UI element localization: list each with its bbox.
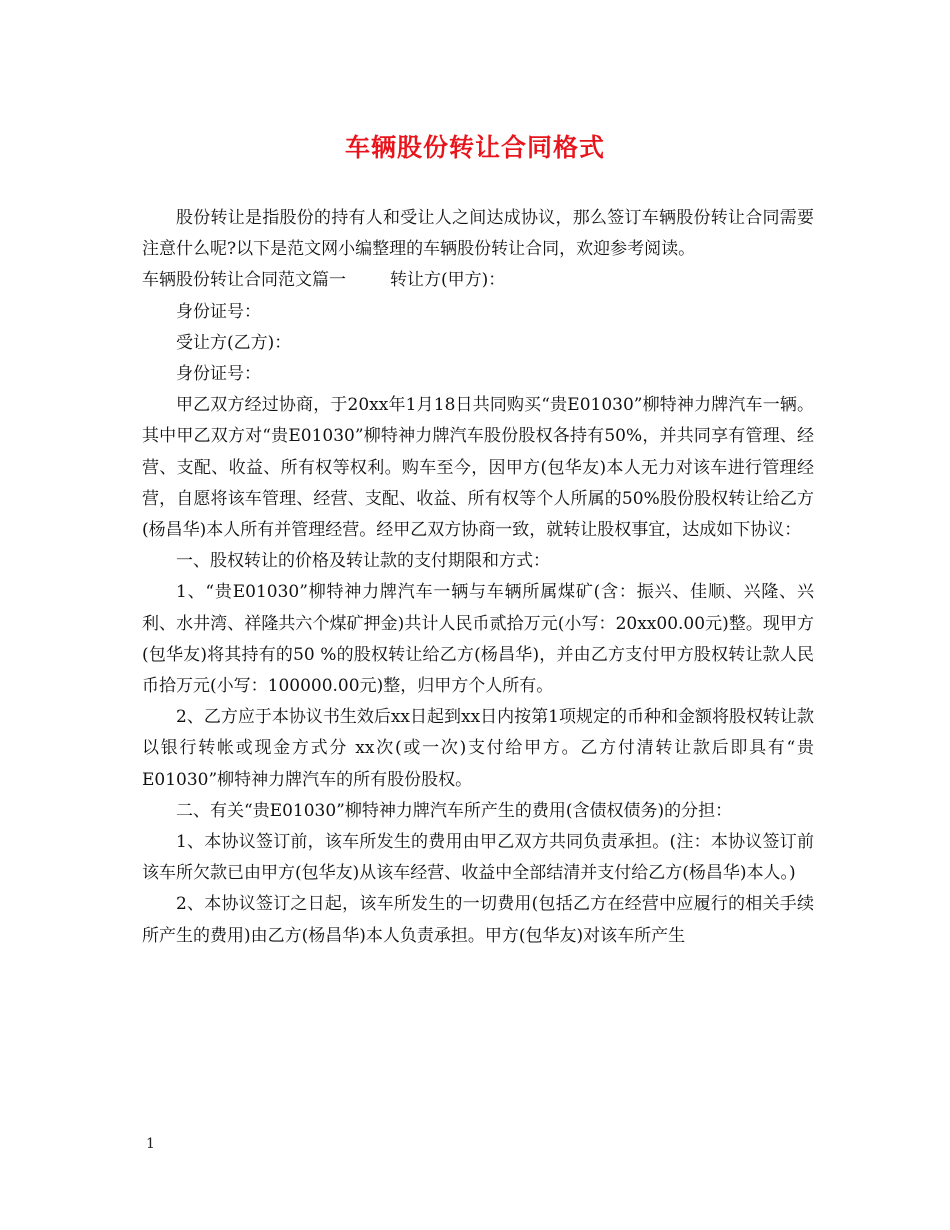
sample-heading: 车辆股份转让合同范文篇一 xyxy=(142,270,346,291)
section-1-heading: 一、股权转让的价格及转让款的支付期限和方式： xyxy=(176,551,550,572)
section-2-item-1: 1、本协议签订前，该车所发生的费用由甲乙双方共同负责承担。(注：本协议签订前该车所欠款已由甲方(包华友)从该车经营、收益中全部结清并支付给乙方(杨昌华)本人。) xyxy=(142,832,814,884)
section-2-item-2: 2、本协议签订之日起，该车所发生的一切费用(包括乙方在经营中应履行的相关手续所产生的费用)由乙方(杨昌华)本人负责承担。甲方(包华友)对该车所产生 xyxy=(142,894,814,946)
transferee-label: 受让方(乙方)： xyxy=(176,332,292,353)
page-number: 1 xyxy=(146,1136,155,1152)
document-title: 车辆股份转让合同格式 xyxy=(344,133,605,162)
intro-paragraph: 股份转让是指股份的持有人和受让人之间达成协议，那么签订车辆股份转让合同需要注意什么呢?以下是范文网小编整理的车辆股份转让合同，欢迎参考阅读。 xyxy=(142,208,814,260)
document-body xyxy=(142,203,814,952)
transferor-id-label: 身份证号： xyxy=(176,301,261,322)
section-1-item-1: 1、“贵E01030”柳特神力牌汽车一辆与车辆所属煤矿(含：振兴、佳顺、兴隆、兴利、水井湾、祥隆共六个煤矿押金)共计人民币贰拾万元(小写：20xx00.00元)整。现甲方(包华友)将其持有的50 %的股权转让给乙方(杨昌华)，并由乙方支付甲方股权转让款人民币拾万元(小写：100000.00元)整，归甲方个人所有。 xyxy=(142,582,814,697)
background-paragraph: 甲乙双方经过协商，于20xx年1月18日共同购买“贵E01030”柳特神力牌汽车一辆。其中甲乙双方对“贵E01030”柳特神力牌汽车股份股权各持有50%，并共同享有管理、经营、支配、收益、所有权等权利。购车至今，因甲方(包华友)本人无力对该车进行管理经营，自愿将该车管理、经营、支配、收益、所有权等个人所属的50%股份股权转让给乙方(杨昌华)本人所有并管理经营。经甲乙双方协商一致，就转让股权事宜，达成如下协议： xyxy=(142,395,814,541)
section-2-heading: 二、有关“贵E01030”柳特神力牌汽车所产生的费用(含债权债务)的分担： xyxy=(176,800,733,821)
section-1-item-2: 2、乙方应于本协议书生效后xx日起到xx日内按第1项规定的币种和金额将股权转让款以银行转帐或现金方式分 xx次(或一次)支付给甲方。乙方付清转让款后即具有“贵E01030”柳特神力牌汽车的所有股份股权。 xyxy=(142,707,814,790)
transferor-label: 转让方(甲方)： xyxy=(390,270,506,291)
sample-heading-line xyxy=(142,265,814,296)
transferee-id-label: 身份证号： xyxy=(176,364,261,385)
